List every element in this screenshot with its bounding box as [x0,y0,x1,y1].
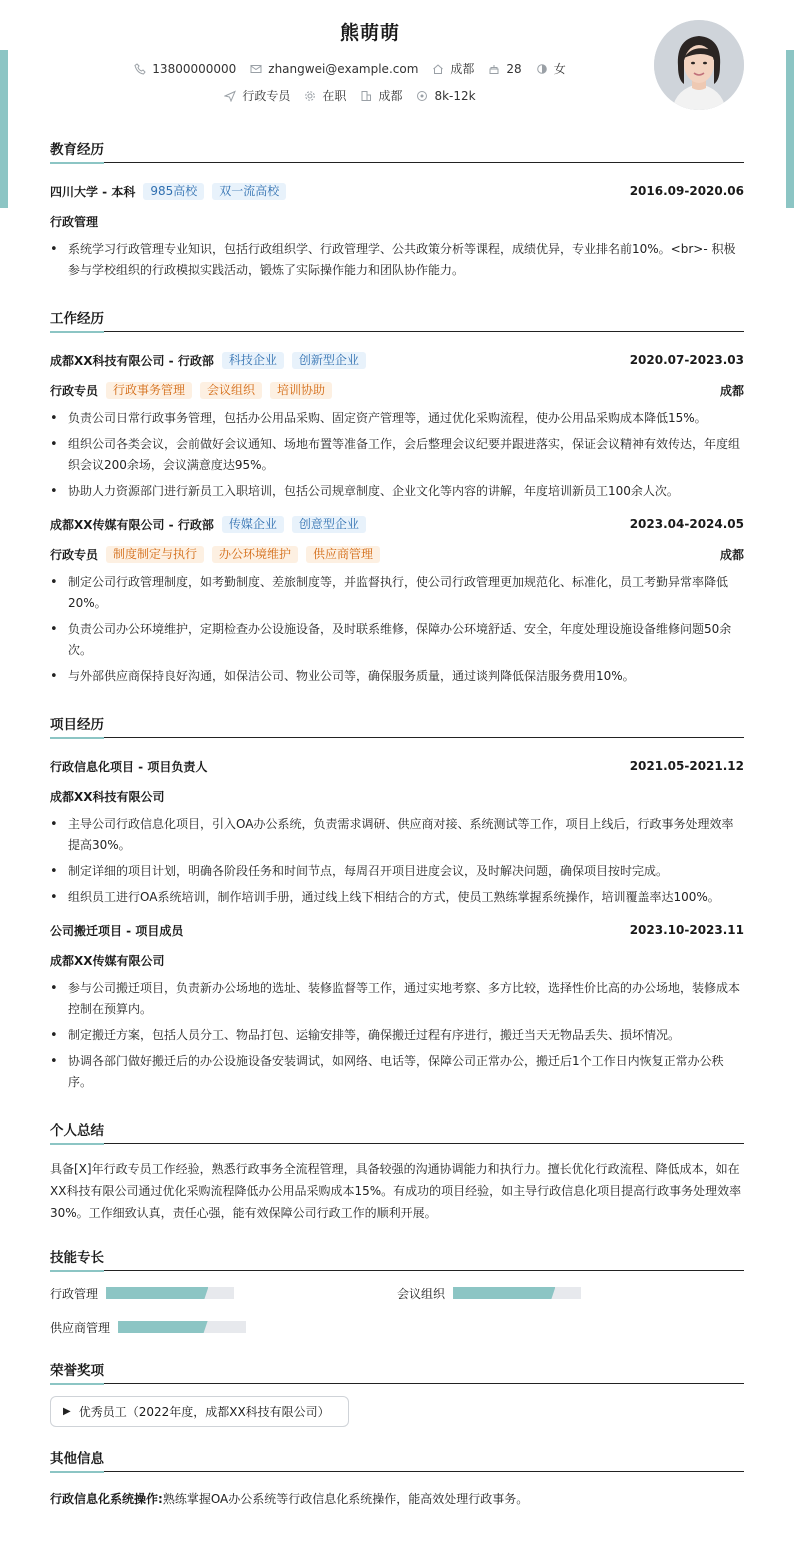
major-row [50,211,744,231]
job-location: 成都 [719,547,744,562]
skill-bar [106,1287,234,1299]
bullet-item: • 系统学习行政管理专业知识，包括行政组织学、行政管理学、公共政策分析等课程，成绩优异，专业排名前10%。<br>- 积极参与学校组织的行政模拟实践活动，锻炼了实际操作能力和团队协作能力。 [50,239,744,281]
skills-title: 技能专长 [50,1246,744,1271]
skill-tag: 培训协助 [270,382,332,399]
project-company: 成都XX传媒有限公司 [50,953,165,968]
project-entry [50,920,744,1093]
company-tag: 创意型企业 [292,516,366,533]
role-name: 行政专员 [50,383,99,398]
work-title: 工作经历 [50,307,744,332]
project-entry [50,756,744,908]
resume-header [50,0,744,128]
city-text: 成都 [450,62,475,76]
building-icon [360,90,372,102]
project-period: 2021.05-2021.12 [629,759,744,773]
email-item [250,62,418,76]
bullet-item: • 组织员工进行OA系统培训，制作培训手册，通过线上线下相结合的方式，使员工熟练掌握系统操作，培训覆盖率达100%。 [50,887,744,908]
education-bullets [50,239,744,281]
job-header-row [50,350,744,370]
other-title: 其他信息 [50,1447,744,1472]
education-left [50,183,286,200]
company-name: 成都XX传媒有限公司 - 行政部 [50,517,214,532]
school-tag: 985高校 [143,183,204,200]
skill-tag: 供应商管理 [306,546,380,563]
bullet-item: • 与外部供应商保持良好沟通，如保洁公司、物业公司等，确保服务质量，通过谈判降低保洁服务费用10%。 [50,666,744,687]
company-tag: 科技企业 [222,352,284,369]
project-header-row [50,920,744,940]
phone-text: 13800000000 [152,61,237,76]
bullet-item: • 参与公司搬迁项目，负责新办公场地的选址、装修监督等工作，通过实地考察、多方比较，选择性价比高的办公场地，装修成本控制在预算内。 [50,978,744,1020]
send-icon [224,90,236,102]
company-tag: 创新型企业 [292,352,366,369]
project-name: 公司搬迁项目 - 项目成员 [50,923,184,938]
skill-tag: 行政事务管理 [106,382,192,399]
city-item [432,60,474,77]
bullet-item: • 协调各部门做好搬迁后的办公设施设备安装调试，如网络、电话等，保障公司正常办公，搬迁后1个工作日内恢复正常办公秩序。 [50,1051,744,1093]
job-period: 2023.04-2024.05 [629,517,744,531]
skill-bar [118,1321,246,1333]
project-name: 行政信息化项目 - 项目负责人 [50,759,208,774]
skill-item [50,1319,397,1335]
role-left [50,546,380,563]
email-text: zhangwei@example.com [268,61,419,76]
project-bullets [50,978,744,1093]
phone-item [134,62,236,76]
summary-text: 具备[X]年行政专员工作经验，熟悉行政事务全流程管理，具备较强的沟通协调能力和执行力。擅长优化行政流程、降低成本，如在XX科技有限公司通过优化采购流程降低办公用品采购成本15%。有成功的项目经验，如主导行政信息化项目提高行政事务处理效率30%。工作细致认真，责任心强，能有效保障公司行政工作的顺利开展。 [50,1162,742,1220]
phone-icon [134,63,146,75]
company-name: 成都XX科技有限公司 - 行政部 [50,353,214,368]
skill-bar-fill [118,1321,208,1333]
role-left [50,382,332,399]
education-section [50,138,744,281]
job-period: 2020.07-2023.03 [629,353,744,367]
summary-title: 个人总结 [50,1119,744,1144]
gender-icon [536,63,548,75]
skill-name: 会议组织 [397,1286,446,1301]
school-name: 四川大学 - 本科 [50,184,136,199]
play-triangle-icon: ▶ [63,1406,71,1417]
other-label: 行政信息化系统操作: [50,1492,163,1506]
job-bullets [50,572,744,687]
contact-row [50,60,650,77]
company-tag: 传媒企业 [222,516,284,533]
position-text: 行政专员 [242,89,291,103]
coin-icon [416,90,428,102]
project-company: 成都XX科技有限公司 [50,789,165,804]
bullet-item: • 协助人力资源部门进行新员工入职培训，包括公司规章制度、企业文化等内容的讲解，年度培训新员工100余人次。 [50,481,744,502]
skill-item [50,1285,397,1301]
honors-section [50,1359,744,1427]
job-location: 成都 [719,383,744,398]
job-role-row [50,380,744,400]
age-text: 28 [506,61,522,76]
gear-icon [304,90,316,102]
bullet-item: • 负责公司日常行政事务管理，包括办公用品采购、固定资产管理等，通过优化采购流程，使办公用品采购成本降低15%。 [50,408,744,429]
bullet-item: • 主导公司行政信息化项目，引入OA办公系统，负责需求调研、供应商对接、系统测试等工作，项目上线后，行政事务处理效率提高30%。 [50,814,744,856]
candidate-name: 熊萌萌 [339,22,400,44]
summary-section [50,1119,744,1224]
projects-section [50,713,744,1093]
gender-text: 女 [553,62,566,76]
position-item [224,87,290,104]
skill-tag: 办公环境维护 [212,546,298,563]
skill-name: 供应商管理 [50,1320,111,1335]
avatar [654,20,744,110]
gender-item [536,60,566,77]
bullet-item: • 制定详细的项目计划，明确各阶段任务和时间节点，每周召开项目进度会议，及时解决问题，确保项目按时完成。 [50,861,744,882]
education-period: 2016.09-2020.06 [629,184,744,198]
status-item [304,87,346,104]
project-header-row [50,756,744,776]
honors-title: 荣誉奖项 [50,1359,744,1384]
job-left [50,516,366,533]
skill-item [397,1285,744,1301]
skill-bar [453,1287,581,1299]
school-tag: 双一流高校 [212,183,286,200]
job-bullets [50,408,744,502]
status-text: 在职 [322,89,347,103]
job-intent-row [50,87,650,104]
job-entry [50,350,744,502]
work-section [50,307,744,687]
project-period: 2023.10-2023.11 [629,923,744,937]
home-icon [432,63,444,75]
projects-title: 项目经历 [50,713,744,738]
left-accent-bar [0,50,8,208]
resume-page [50,0,744,1507]
skill-name: 行政管理 [50,1286,99,1301]
education-title: 教育经历 [50,138,744,163]
right-accent-bar [786,50,794,208]
skill-bar-fill [453,1287,555,1299]
project-bullets [50,814,744,908]
bullet-item: • 负责公司办公环境维护，定期检查办公设施设备，及时联系维修，保障办公环境舒适、安全，年度处理设施设备维修问题50余次。 [50,619,744,661]
age-item [488,62,521,76]
project-company-row [50,950,744,970]
job-entry [50,514,744,687]
bullet-item: • 组织公司各类会议，会前做好会议通知、场地布置等准备工作，会后整理会议纪要并跟进落实，保证会议精神有效传达，年度组织会议200余场，会议满意度达95%。 [50,434,744,476]
award-text: 优秀员工（2022年度，成都XX科技有限公司） [78,1405,330,1419]
target-city-item [360,87,402,104]
education-header-row [50,181,744,201]
salary-item [416,89,475,103]
skill-tag: 会议组织 [200,382,262,399]
other-info [50,1490,744,1507]
bullet-item: • 制定搬迁方案，包括人员分工、物品打包、运输安排等，确保搬迁过程有序进行，搬迁当天无物品丢失、损坏情况。 [50,1025,744,1046]
portrait-image [654,20,744,110]
bullet-item: • 制定公司行政管理制度，如考勤制度、差旅制度等，并监督执行，使公司行政管理更加规范化、标准化，员工考勤异常率降低20%。 [50,572,744,614]
job-role-row [50,544,744,564]
skills-list [50,1285,744,1335]
skills-section [50,1246,744,1335]
other-text: 熟练掌握OA办公系统等行政信息化系统操作，能高效处理行政事务。 [162,1492,529,1506]
role-name: 行政专员 [50,547,99,562]
award-item[interactable] [50,1396,349,1427]
other-section [50,1447,744,1507]
target-city-text: 成都 [378,89,403,103]
skill-tag: 制度制定与执行 [106,546,204,563]
salary-text: 8k-12k [434,88,476,103]
skill-bar-fill [106,1287,208,1299]
cake-icon [488,63,500,75]
education-entry [50,181,744,281]
major-name: 行政管理 [50,214,99,229]
job-left [50,352,366,369]
project-company-row [50,786,744,806]
mail-icon [250,63,262,75]
job-header-row [50,514,744,534]
